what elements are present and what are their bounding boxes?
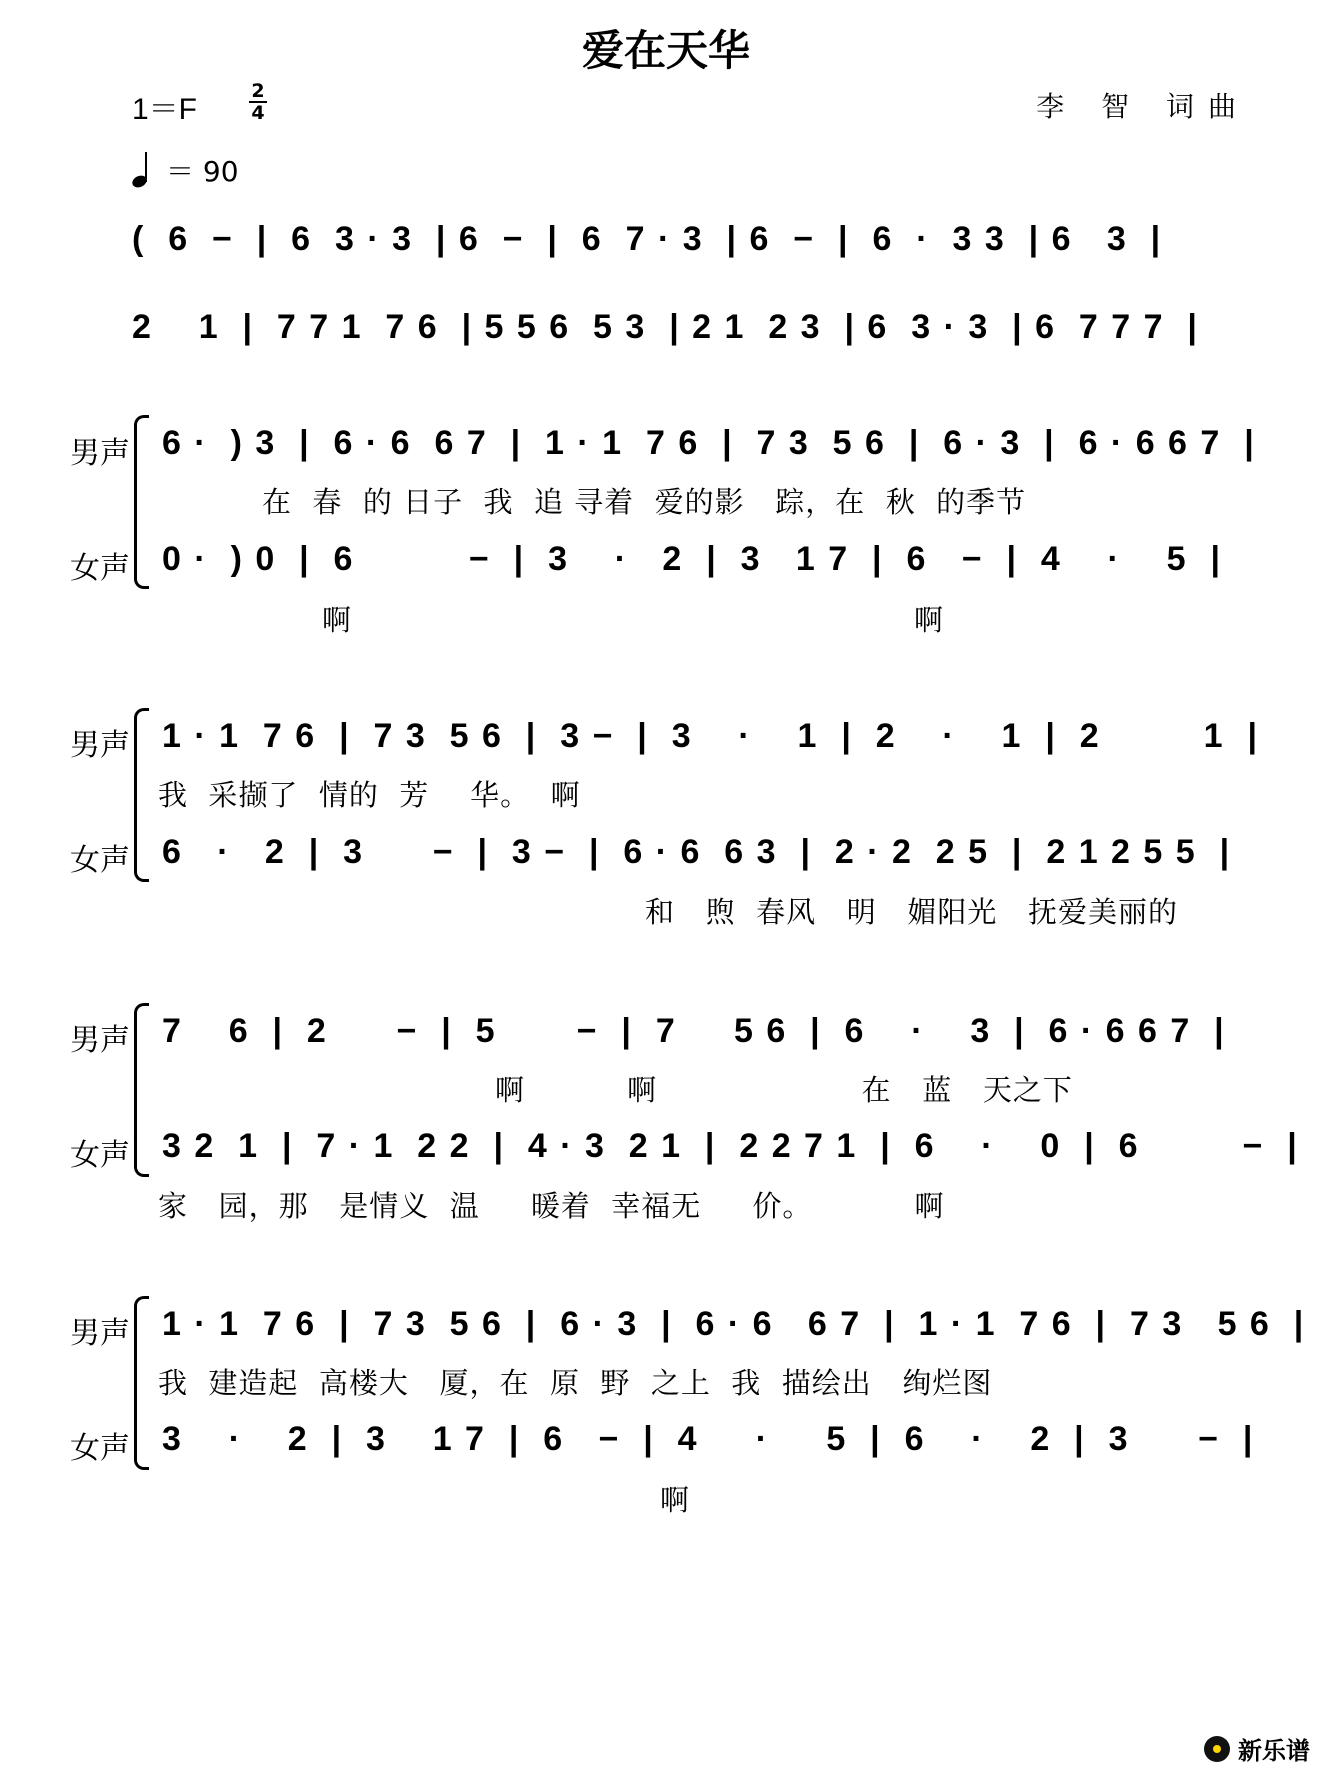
male-lyrics-1: 在 春 的 日子 我 追 寻着 爱的影 踪，在 秋 的季节 <box>262 485 1027 519</box>
voice-label-male: 男声 <box>70 1316 130 1351</box>
male-lyrics-3: 啊 啊 在 蓝 天之下 <box>495 1073 1073 1107</box>
male-notes-4: 1 · 1 7 6 | 7 3 5 6 | 6 · 3 | 6 · 6 6 7 | 1 · 1 7 6 | 7 3 5 6 | <box>162 1305 1306 1343</box>
male-notes-2: 1 · 1 7 6 | 7 3 5 6 | 3 − | 3 · 1 | 2 · 1 | 2 1 | <box>162 717 1259 755</box>
voice-label-male: 男声 <box>70 1023 130 1058</box>
intro-line-1: ( 6 − | 6 3 · 3 | 6 − | 6 7 · 3 | 6 − | 6 · 3 3 | 6 3 | <box>132 220 1163 258</box>
tempo-value: ＝ 90 <box>166 155 239 188</box>
score-title: 爱在天华 <box>581 26 750 75</box>
site-logo <box>1204 1731 1310 1766</box>
time-signature <box>248 82 268 122</box>
female-lyrics-4: 啊 <box>660 1483 691 1517</box>
female-notes-2: 6 · 2 | 3 − | 3 − | 6 · 6 6 3 | 2 · 2 2 5 | 2 1 2 5 5 | <box>162 833 1232 871</box>
female-notes-3: 3 2 1 | 7 · 1 2 2 | 4 · 3 2 1 | 2 2 7 1 | 6 · 0 | 6 − | <box>162 1127 1299 1165</box>
vinyl-disc-icon <box>1204 1736 1230 1762</box>
female-lyrics-3: 家 园，那 是情义 温 暖着 幸福无 价。 啊 <box>158 1189 945 1223</box>
key-signature: 1＝F <box>132 93 198 126</box>
voice-label-male: 男声 <box>70 436 130 471</box>
female-lyrics-2: 和 煦 春风 明 媚阳光 抚爱美丽的 <box>645 895 1179 929</box>
male-lyrics-4: 我 建造起 高楼大 厦，在 原 野 之上 我 描绘出 绚烂图 <box>158 1366 993 1400</box>
intro-line-2: 2 1 | 7 7 1 7 6 | 5 5 6 5 3 | 2 1 2 3 | 6 3 · 3 | 6 7 7 7 | <box>132 308 1199 346</box>
female-notes-1: 0 · ) 0 | 6 − | 3 · 2 | 3 1 7 | 6 − | 4 · 5 | <box>162 540 1222 578</box>
voice-label-female: 女声 <box>70 551 130 586</box>
time-signature-bottom: 4 <box>251 102 265 124</box>
voice-label-female: 女声 <box>70 843 130 878</box>
time-signature-top: 2 <box>251 80 265 102</box>
female-lyrics-1: 啊 啊 <box>322 603 945 637</box>
voice-label-male: 男声 <box>70 728 130 763</box>
male-notes-3: 7 6 | 2 − | 5 − | 7 5 6 | 6 · 3 | 6 · 6 6 7 | <box>162 1012 1226 1050</box>
composer-credit: 李 智 词曲 <box>1036 90 1250 123</box>
logo-text: 新乐谱 <box>1238 1737 1310 1765</box>
male-lyrics-2: 我 采撷了 情的 芳 华。 啊 <box>158 778 581 812</box>
male-notes-1: 6 · ) 3 | 6 · 6 6 7 | 1 · 1 7 6 | 7 3 5 6 | 6 · 3 | 6 · 6 6 7 | <box>162 424 1256 462</box>
female-notes-4: 3 · 2 | 3 1 7 | 6 − | 4 · 5 | 6 · 2 | 3 − | <box>162 1420 1255 1458</box>
voice-label-female: 女声 <box>70 1138 130 1173</box>
quarter-note-icon <box>132 153 152 187</box>
voice-label-female: 女声 <box>70 1431 130 1466</box>
tempo-marking <box>132 150 239 190</box>
